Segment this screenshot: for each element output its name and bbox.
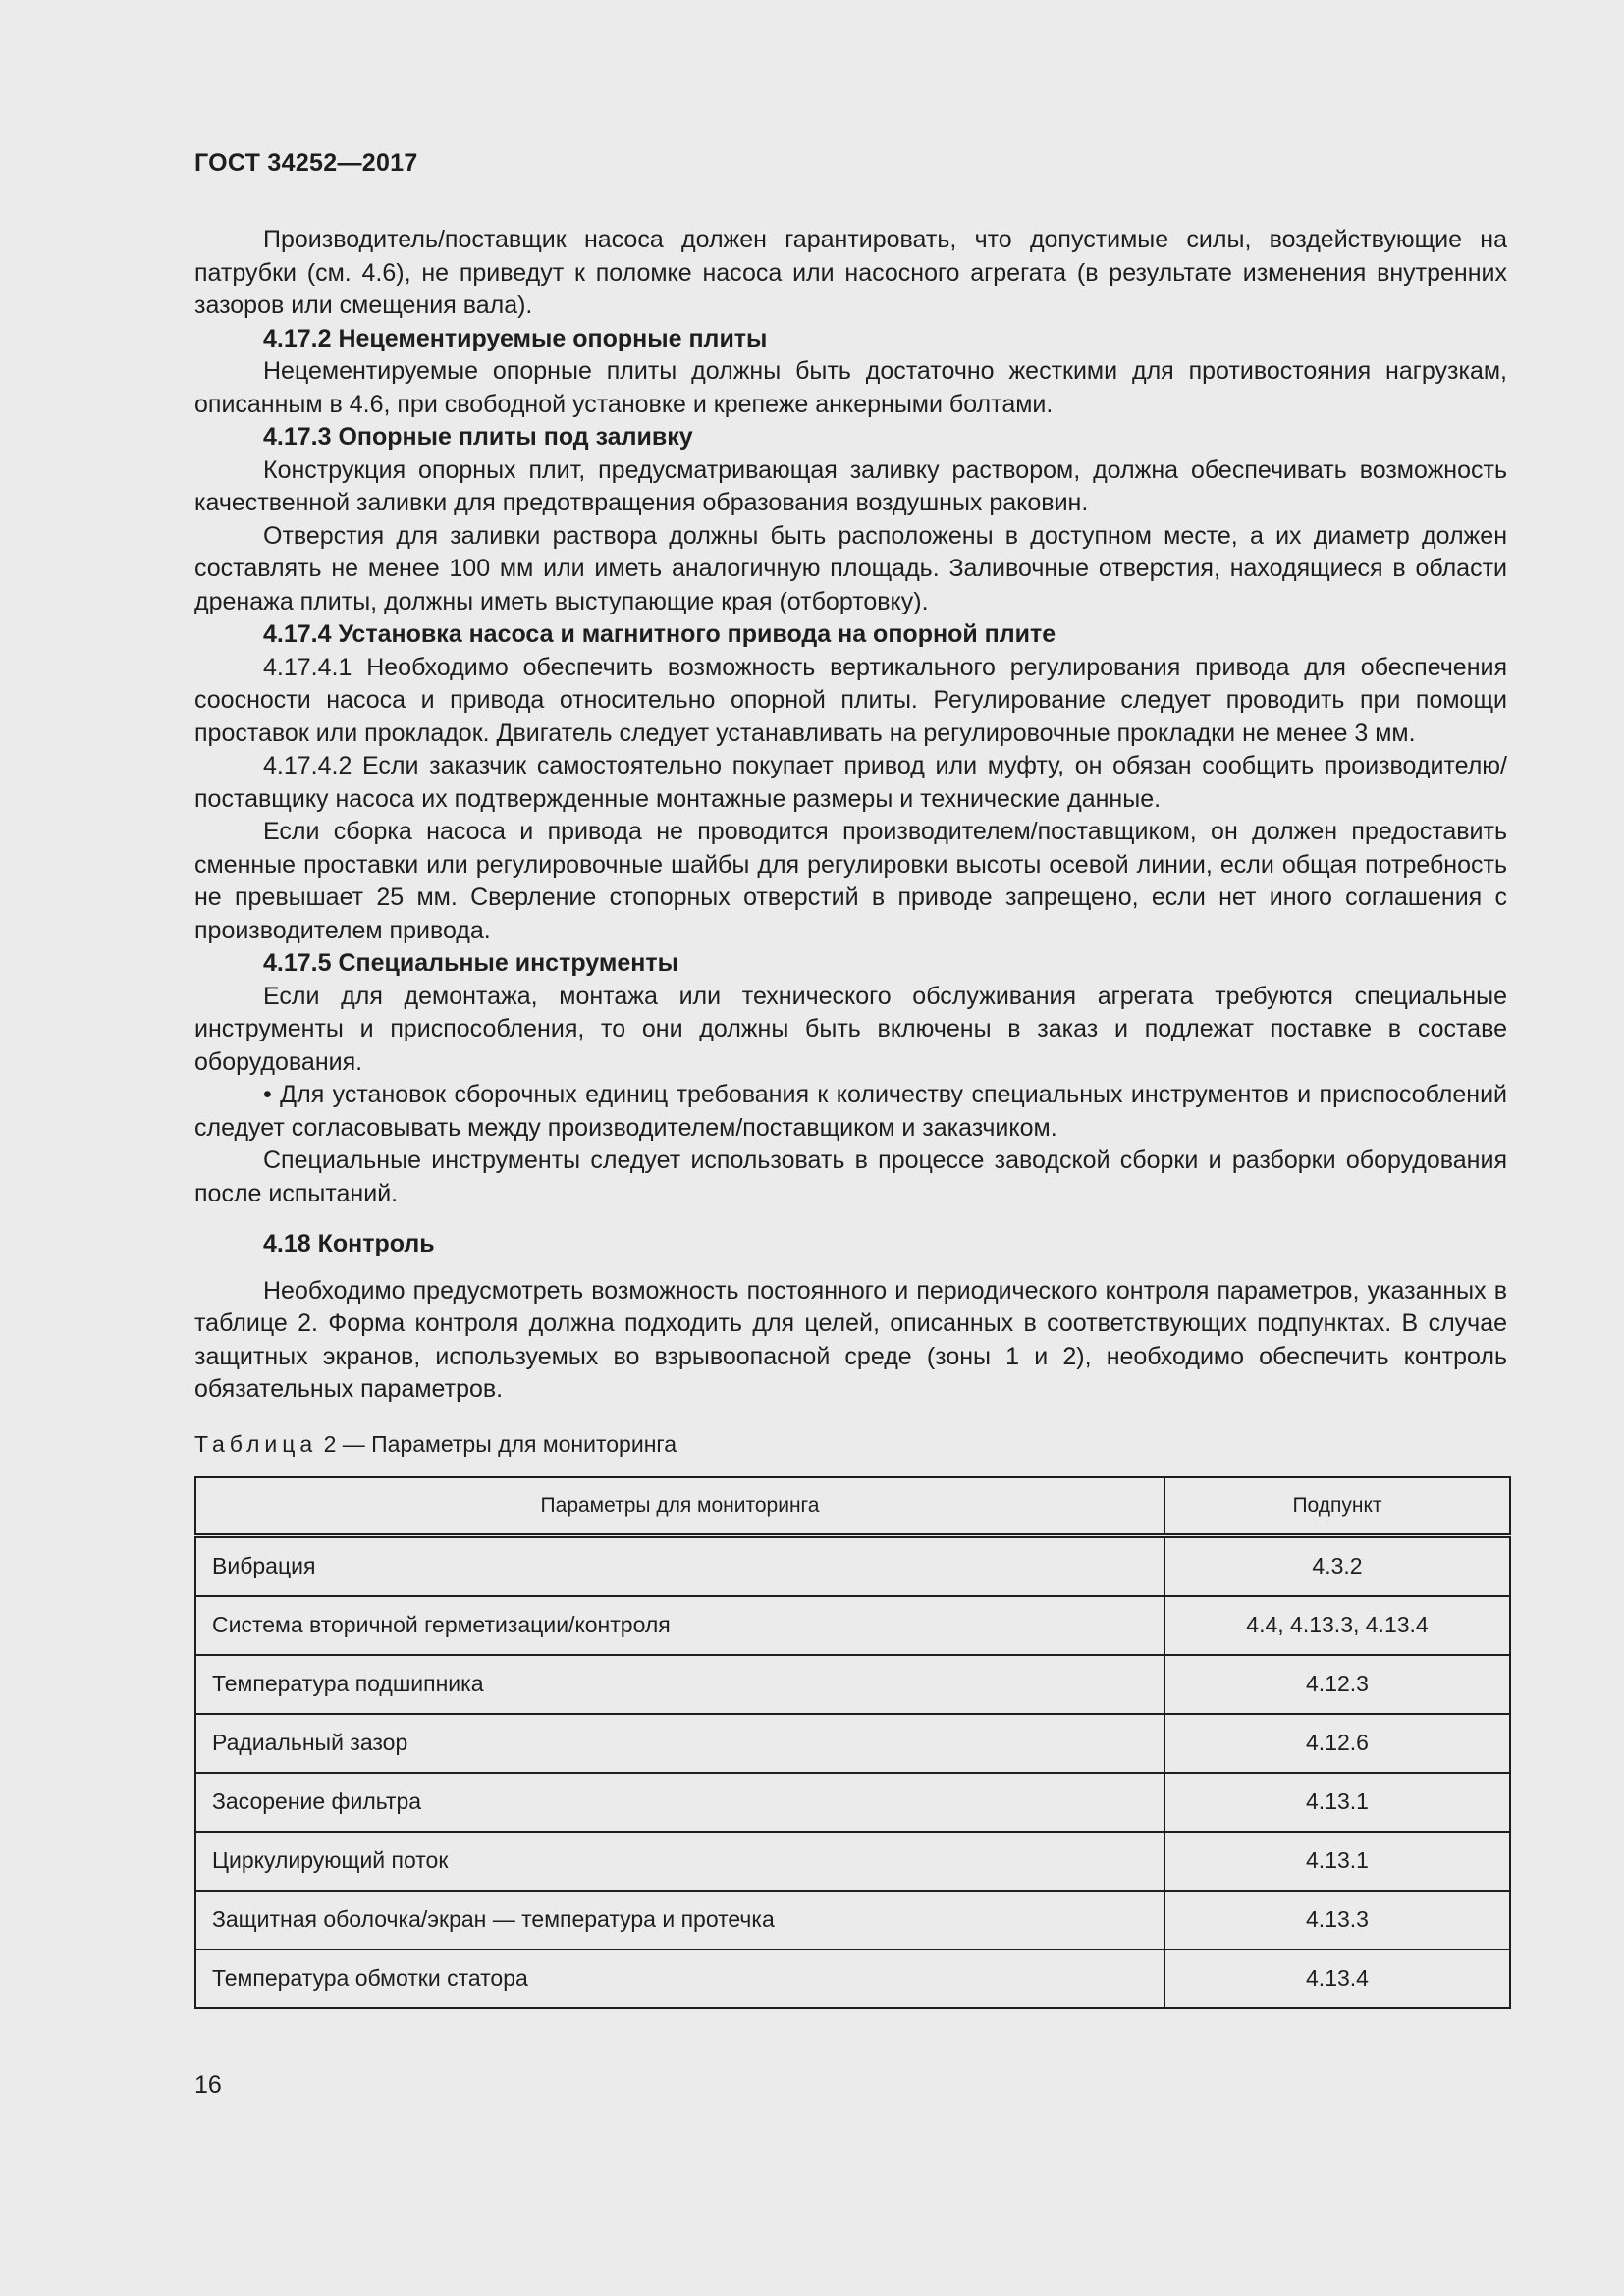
parameter-cell: Температура подшипника: [195, 1655, 1164, 1714]
document-header: ГОСТ 34252—2017: [194, 149, 418, 177]
section-heading: 4.17.5 Специальные инструменты: [263, 949, 678, 977]
paragraph: Если сборка насоса и привода не проводится производителем/поставщиком, он должен предоставить сменные проставки или регулировочные шайбы для регулировки высоты осевой линии, если общая потребность не превышает 25 мм. Сверление стопорных отверстий в приводе запрещено, если нет иного соглашения с производителем привода.: [194, 818, 1507, 944]
parameter-cell: Система вторичной герметизации/контроля: [195, 1596, 1164, 1655]
parameter-cell: Засорение фильтра: [195, 1773, 1164, 1832]
page-number: 16: [194, 2071, 222, 2099]
parameter-cell: Радиальный зазор: [195, 1714, 1164, 1773]
table-row: [195, 1773, 1510, 1832]
parameter-cell: Циркулирующий поток: [195, 1832, 1164, 1891]
section-heading: 4.17.4 Установка насоса и магнитного привода на опорной плите: [263, 620, 1056, 648]
column-header-parameter: Параметры для мониторинга: [195, 1477, 1164, 1536]
subclause-cell: 4.12.3: [1164, 1655, 1510, 1714]
paragraph: Конструкция опорных плит, предусматривающая заливку раствором, должна обеспечивать возможность качественной заливки для предотвращения образования воздушных раковин.: [194, 455, 1507, 516]
subclause-cell: 4.13.1: [1164, 1773, 1510, 1832]
table-row: [195, 1536, 1510, 1597]
subclause-cell: 4.4, 4.13.3, 4.13.4: [1164, 1596, 1510, 1655]
paragraph: 4.17.4.1 Необходимо обеспечить возможность вертикального регулирования привода для обеспечения соосности насоса и привода относительно опорной плиты. Регулирование следует проводить при помощи проставок или прокладок. Двигатель следует устанавливать на регулировочные прокладки не менее 3 мм.: [194, 653, 1507, 747]
table-row: [195, 1891, 1510, 1949]
table-row: [195, 1714, 1510, 1773]
table-caption-title: 2 — Параметры для мониторинга: [317, 1430, 677, 1457]
table-row: [195, 1832, 1510, 1891]
paragraph: Специальные инструменты следует использовать в процессе заводской сборки и разборки оборудования после испытаний.: [194, 1147, 1507, 1207]
paragraph: Производитель/поставщик насоса должен гарантировать, что допустимые силы, воздействующие на патрубки (см. 4.6), не приведут к поломке насоса или насосного агрегата (в результате изменения внутренних зазоров или смещения вала).: [194, 226, 1507, 319]
subclause-cell: 4.13.3: [1164, 1891, 1510, 1949]
paragraph: Необходимо предусмотреть возможность постоянного и периодического контроля параметров, указанных в таблице 2. Форма контроля должна подходить для целей, описанных в соответствующих подпунктах. В случае защитных экранов, используемых во взрывоопасной среде (зоны 1 и 2), необходимо обеспечить контроль обязательных параметров.: [194, 1276, 1507, 1403]
table-caption: [194, 1428, 1507, 1462]
paragraph: Отверстия для заливки раствора должны быть расположены в доступном месте, а их диаметр должен составлять не менее 100 мм или иметь аналогичную площадь. Заливочные отверстия, находящиеся в области дренажа плиты, должны иметь выступающие края (отбортовку).: [194, 521, 1507, 615]
parameter-cell: Защитная оболочка/экран — температура и протечка: [195, 1891, 1164, 1949]
parameter-cell: Температура обмотки статора: [195, 1949, 1164, 2008]
table-row: [195, 1596, 1510, 1655]
table-row: [195, 1655, 1510, 1714]
column-header-subclause: Подпункт: [1164, 1477, 1510, 1536]
bullet-paragraph: • Для установок сборочных единиц требования к количеству специальных инструментов и приспособлений следует согласовывать между производителем/поставщиком и заказчиком.: [194, 1081, 1507, 1142]
section-heading: 4.17.3 Опорные плиты под заливку: [263, 423, 693, 451]
table-row: [195, 1949, 1510, 2008]
subclause-cell: 4.13.4: [1164, 1949, 1510, 2008]
table-header-row: [195, 1477, 1510, 1536]
table-caption-label: Таблица: [194, 1430, 318, 1457]
section-heading: 4.17.2 Нецементируемые опорные плиты: [263, 324, 768, 352]
subclause-cell: 4.12.6: [1164, 1714, 1510, 1773]
subclause-cell: 4.3.2: [1164, 1536, 1510, 1597]
document-body: [194, 224, 1507, 2009]
subclause-cell: 4.13.1: [1164, 1832, 1510, 1891]
paragraph: Нецементируемые опорные плиты должны быть достаточно жесткими для противостояния нагрузкам, описанным в 4.6, при свободной установке и крепеже анкерными болтами.: [194, 357, 1507, 418]
parameter-cell: Вибрация: [195, 1536, 1164, 1597]
monitoring-parameters-table: [194, 1476, 1511, 2009]
section-heading: 4.18 Контроль: [263, 1230, 435, 1257]
paragraph: 4.17.4.2 Если заказчик самостоятельно покупает привод или муфту, он обязан сообщить производителю/поставщику насоса их подтвержденные монтажные размеры и технические данные.: [194, 752, 1507, 813]
paragraph: Если для демонтажа, монтажа или технического обслуживания агрегата требуются специальные инструменты и приспособления, то они должны быть включены в заказ и подлежат поставке в составе оборудования.: [194, 982, 1507, 1076]
